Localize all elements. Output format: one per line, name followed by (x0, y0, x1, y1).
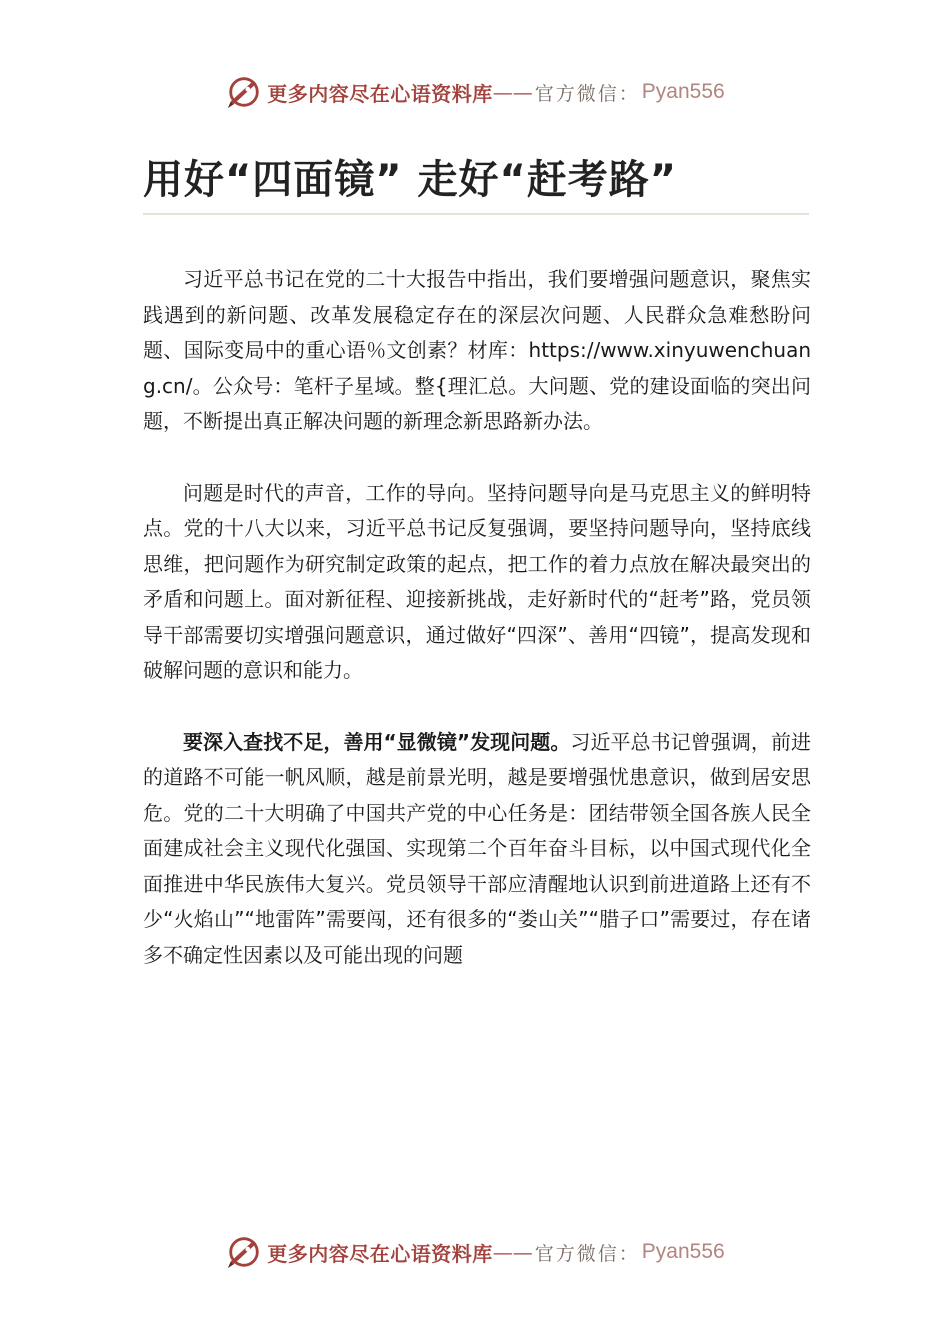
banner-account: Pyan556 (641, 1240, 725, 1263)
paragraph (143, 725, 811, 974)
pen-logo-icon (225, 73, 263, 111)
banner-account: Pyan556 (641, 80, 725, 103)
footer-banner (0, 1230, 950, 1274)
banner-text: 更多内容尽在心语资料库 (267, 81, 493, 106)
paragraph (143, 476, 811, 689)
paragraph-text: 习近平总书记曾强调，前进的道路不可能一帆风顺，越是前景光明，越是要增强忧患意识，做到居安思危。党的二十大明确了中国共产党的中心任务是：团结带领全国各族人民全面建成社会主义现代化强国、实现第二个百年奋斗目标，以中国式现代化全面推进中华民族伟大复兴。党员领导干部应清醒地认识到前进道路上还有不少“火焰山”“地雷阵”需要闯，还有很多的“娄山关”“腊子口”需要过，存在诸多不确定性因素以及可能出现的问题 (143, 729, 811, 967)
paragraph-text: 问题是时代的声音，工作的导向。坚持问题导向是马克思主义的鲜明特点。党的十八大以来，习近平总书记反复强调，要坚持问题导向，坚持底线思维，把问题作为研究制定政策的起点，把工作的着力点放在解决最突出的矛盾和问题上。面对新征程、迎接新挑战，走好新时代的“赶考”路，党员领导干部需要切实增强问题意识，通过做好“四深”、善用“四镜”，提高发现和破解问题的意识和能力。 (143, 480, 811, 682)
banner-dash: —— (492, 80, 533, 104)
paragraph (143, 262, 811, 440)
paragraph-lead: 要深入查找不足，善用“显微镜”发现问题。 (183, 729, 571, 754)
paragraph-text: 习近平总书记在党的二十大报告中指出，我们要增强问题意识，聚焦实践遇到的新问题、改革发展稳定存在的深层次问题、人民群众急难愁盼问题、国际变局中的重心语％文创素？材库：https://www.xinyuwenchuang.cn/。公众号：笔杆子星域。整{理汇总。大问题、党的建设面临的突出问题，不断提出真正解决问题的新理念新思路新办法。 (143, 267, 811, 433)
page-title: 用好“四面镜” 走好“赶考路” (143, 157, 678, 203)
banner-text: 更多内容尽在心语资料库 (267, 1241, 493, 1266)
pen-logo-icon (225, 1233, 263, 1271)
banner-dash: —— (492, 1240, 533, 1264)
header-banner (0, 70, 950, 114)
title-divider (143, 213, 809, 215)
banner-wechat-label: 官方微信： (534, 1242, 640, 1265)
banner-wechat-label: 官方微信： (534, 82, 640, 105)
article-body (143, 262, 811, 1009)
